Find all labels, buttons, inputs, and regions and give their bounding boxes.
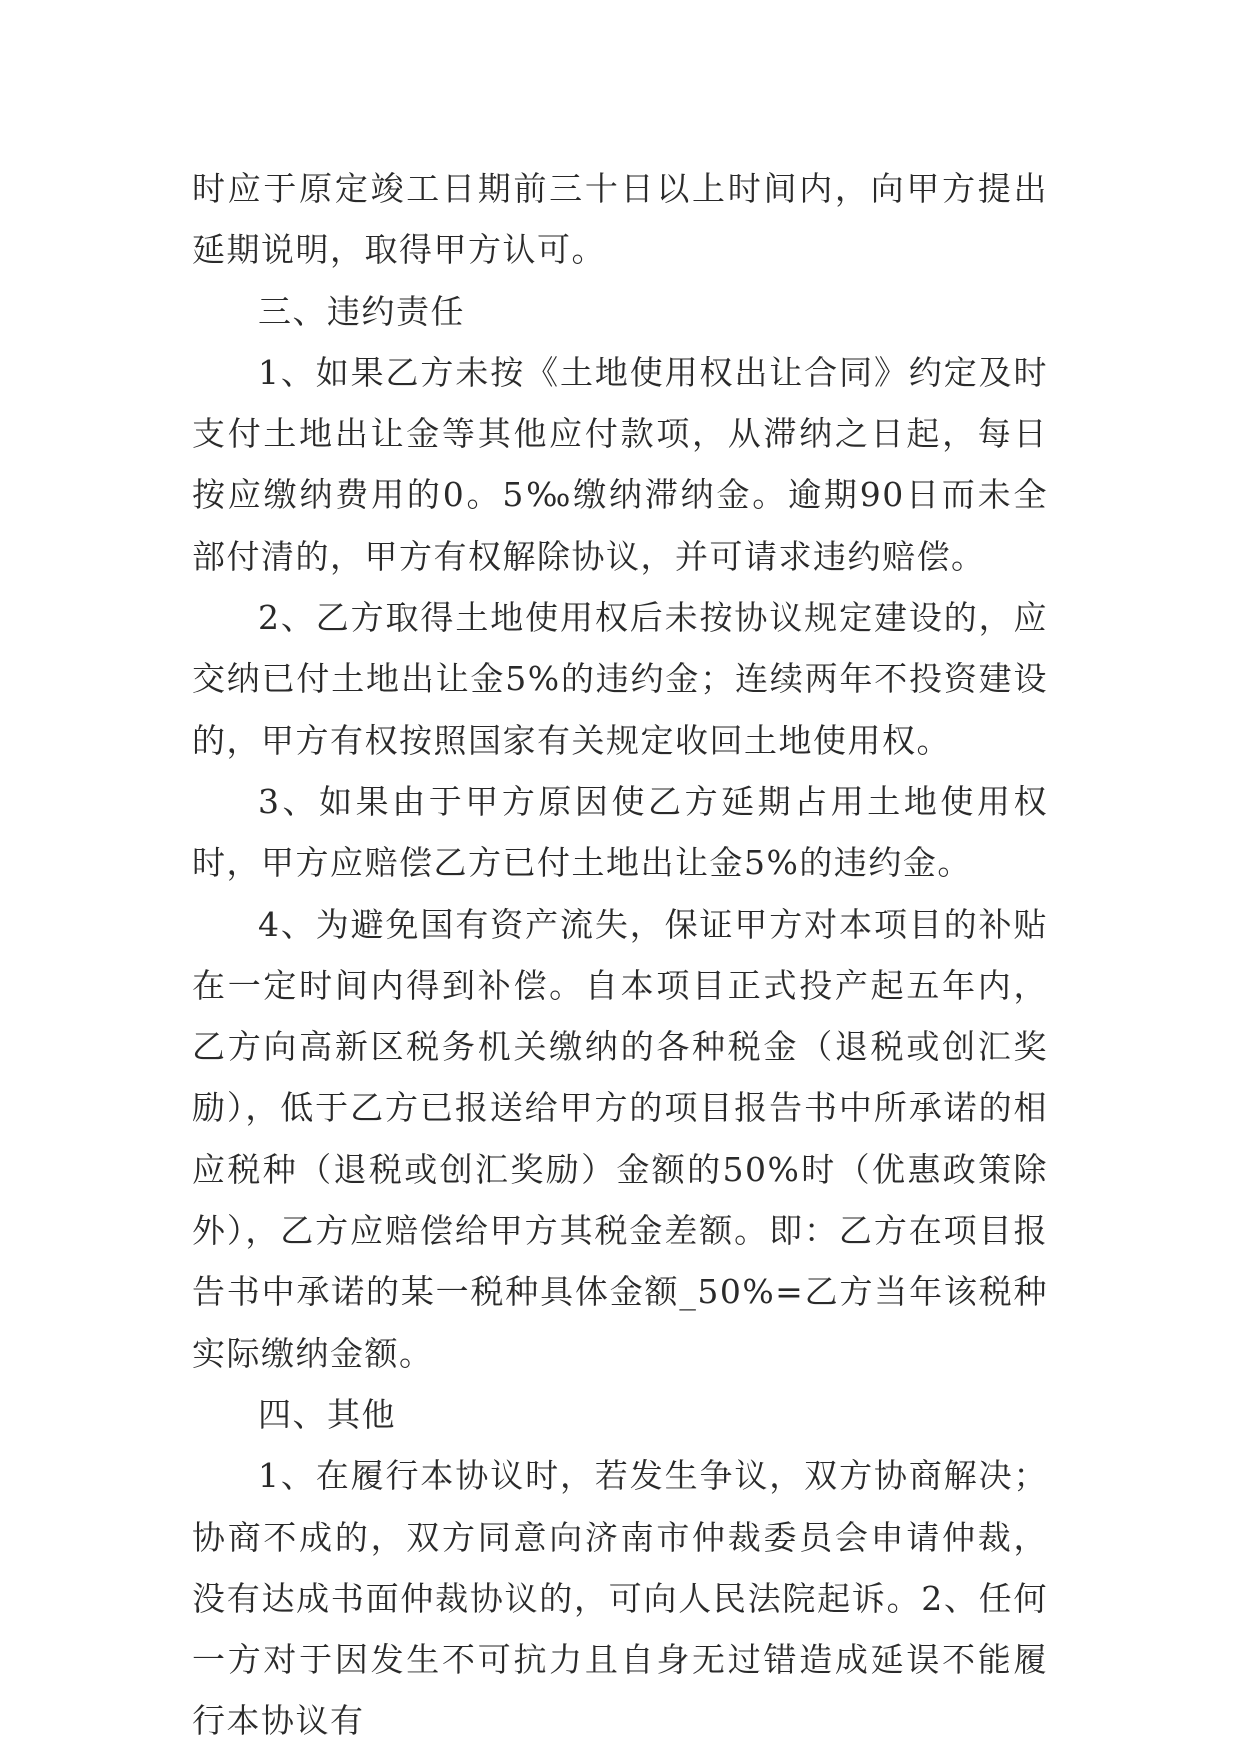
section-heading-breach: 三、违约责任 (258, 291, 465, 331)
document-body (192, 158, 1048, 1752)
paragraph-breach-1: 1、如果乙方未按《土地使用权出让合同》约定及时支付土地出让金等其他应付款项，从滞纳之日起，每日按应缴纳费用的0。5‰缴纳滞纳金。逾期90日而未全部付清的，甲方有权解除协议，并可请求违约赔偿。 (192, 352, 1048, 576)
paragraph-other-1: 1、在履行本协议时，若发生争议，双方协商解决；协商不成的，双方同意向济南市仲裁委员会申请仲裁，没有达成书面仲裁协议的，可向人民法院起诉。2、任何一方对于因发生不可抗力且自身无过错造成延误不能履行本协议有 (192, 1456, 1048, 1741)
paragraph-extension-note: 时应于原定竣工日期前三十日以上时间内，向甲方提出延期说明，取得甲方认可。 (192, 169, 1048, 270)
paragraph-breach-3: 3、如果由于甲方原因使乙方延期占用土地使用权时，甲方应赔偿乙方已付土地出让金5%的违约金。 (192, 781, 1048, 883)
section-heading-other: 四、其他 (258, 1394, 396, 1434)
paragraph-breach-4: 4、为避免国有资产流失，保证甲方对本项目的补贴在一定时间内得到补偿。自本项目正式投产起五年内，乙方向高新区税务机关缴纳的各种税金（退税或创汇奖励），低于乙方已报送给甲方的项目报告书中所承诺的相应税种（退税或创汇奖励）金额的50%时（优惠政策除外），乙方应赔偿给甲方其税金差额。即：乙方在项目报告书中承诺的某一税种具体金额_50%=乙方当年该税种实际缴纳金额。 (192, 904, 1048, 1373)
paragraph-breach-2: 2、乙方取得土地使用权后未按协议规定建设的，应交纳已付土地出让金5%的违约金；连续两年不投资建设的，甲方有权按照国家有关规定收回土地使用权。 (192, 598, 1048, 760)
